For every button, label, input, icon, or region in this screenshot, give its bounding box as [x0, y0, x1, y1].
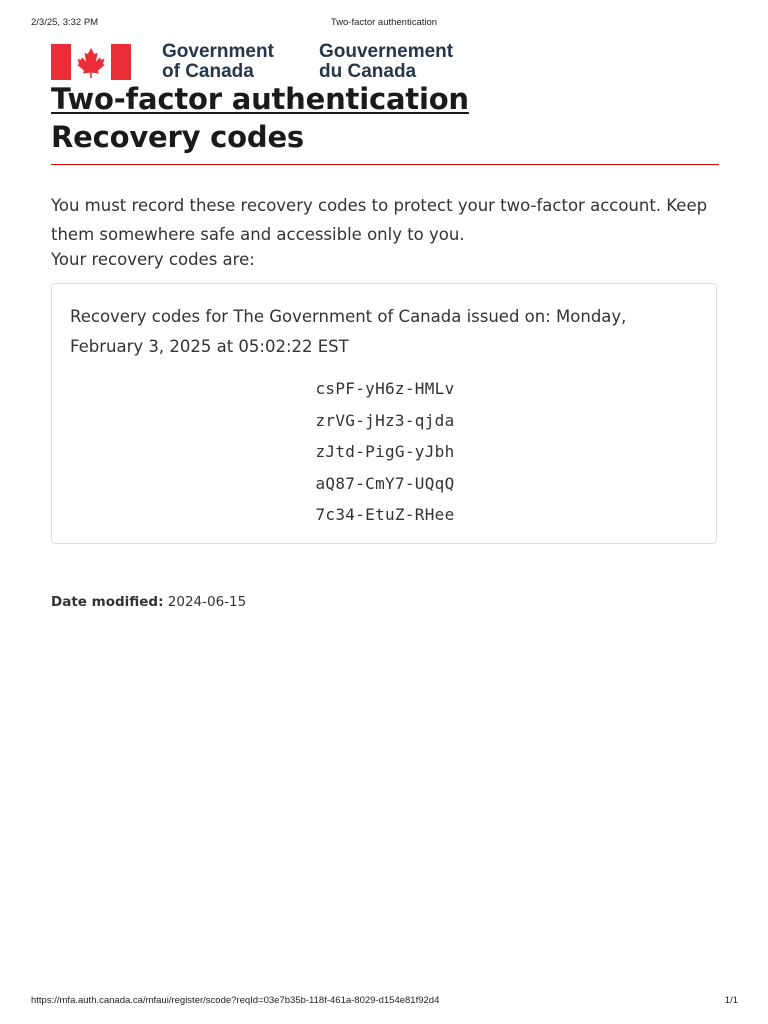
brand-fr-line2: du Canada	[319, 61, 417, 82]
government-of-canada-signature[interactable]	[51, 42, 491, 82]
codes-label: Your recovery codes are:	[51, 250, 255, 269]
brand-en-line1: Government	[162, 41, 274, 62]
issued-statement: Recovery codes for The Government of Canada issued on: Monday, February 3, 2025 at 05:02:22 EST	[70, 307, 627, 356]
brand-french	[319, 42, 453, 82]
date-modified-value: 2024-06-15	[167, 594, 247, 610]
intro-text: You must record these recovery codes to protect your two-factor account. Keep them somewhere safe and accessible only to you.	[51, 195, 708, 244]
canada-flag-icon	[51, 44, 131, 80]
print-datetime: 2/3/25, 3:32 PM	[31, 17, 99, 28]
print-page-number: 1/1	[724, 995, 738, 1006]
print-header	[0, 17, 768, 31]
recovery-code: zJtd-PigG-yJbh	[315, 442, 455, 461]
brand-fr-line1: Gouvernement	[319, 41, 454, 62]
page-subtitle: Recovery codes	[51, 120, 304, 154]
brand-english	[162, 42, 274, 82]
recovery-code-list	[52, 373, 718, 531]
date-modified	[51, 594, 246, 610]
page-title-link[interactable]: Two-factor authentication	[51, 82, 469, 116]
recovery-codes-panel	[51, 283, 717, 544]
brand-en-line2: of Canada	[162, 61, 254, 82]
recovery-code: csPF-yH6z-HMLv	[315, 379, 455, 398]
print-footer	[0, 995, 768, 1009]
recovery-code: zrVG-jHz3-qjda	[315, 410, 455, 430]
print-url: https://mfa.auth.canada.ca/mfaui/register/scode?reqId=03e7b35b-118f-461a-8029-d154e81f92d4	[31, 995, 440, 1006]
recovery-code: aQ87-CmY7-UQqQ	[315, 473, 455, 493]
recovery-code: 7c34-EtuZ-RHee	[315, 505, 455, 524]
date-modified-label: Date modified:	[51, 594, 164, 610]
print-page-title: Two-factor authentication	[330, 17, 438, 28]
title-divider	[51, 164, 719, 165]
